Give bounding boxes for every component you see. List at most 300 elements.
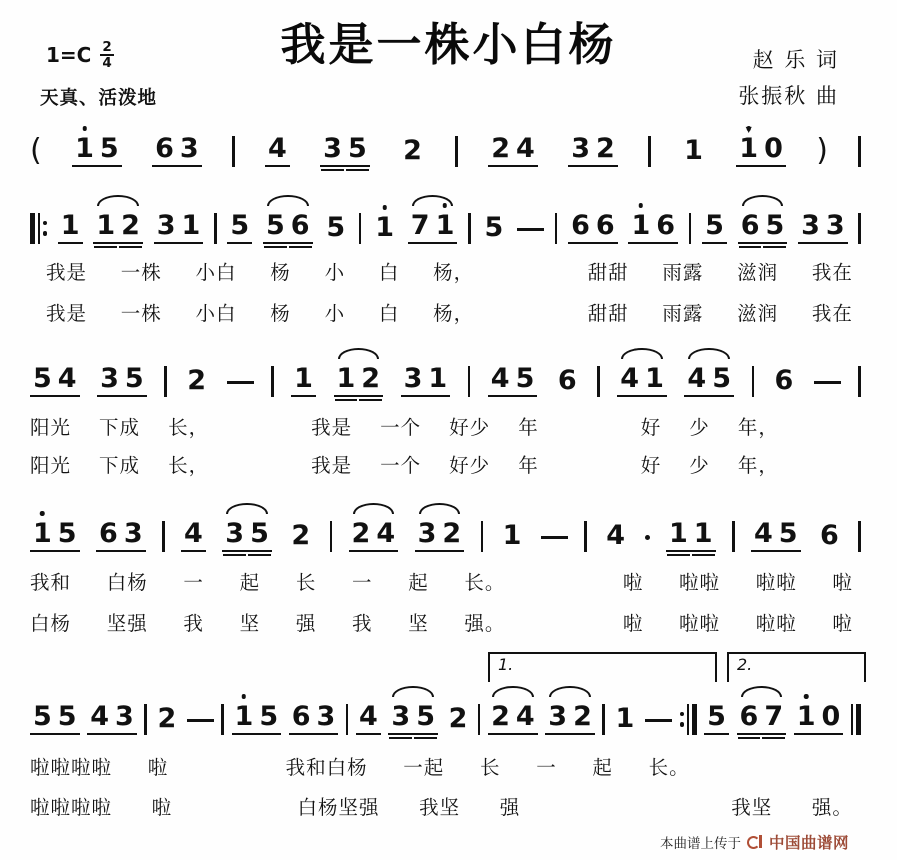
notation-line-verse-3 <box>30 518 861 552</box>
lyric-word: 小白 <box>195 302 237 325</box>
note: 5 <box>30 362 55 397</box>
lyric-word: 我坚 <box>731 796 773 819</box>
lyrics-row-verse2-line2 <box>30 450 853 478</box>
duration-dash <box>187 719 214 723</box>
note-group <box>401 362 451 397</box>
note: 6 <box>653 209 678 244</box>
second-ending-label: 2. <box>737 655 753 674</box>
lyric-word: 滋润 <box>737 302 779 325</box>
lyric-word: 啦 <box>832 612 853 635</box>
note: 5 <box>55 700 80 735</box>
note-group <box>30 700 80 735</box>
lyric-word: 啦 <box>151 796 173 819</box>
lyric-word: 雨露 <box>662 261 704 284</box>
lyric-word: 好少 <box>449 454 491 477</box>
note-group <box>181 517 206 552</box>
second-ending-bracket <box>727 652 866 682</box>
note-group <box>702 209 727 244</box>
lyric-word: 长， <box>168 454 210 477</box>
lyric-word: 啦 <box>622 571 644 594</box>
slur-arc <box>226 503 268 514</box>
note: 2 <box>593 132 618 167</box>
repeat-dot <box>43 221 48 226</box>
note: 5 <box>413 700 438 735</box>
lyric-word: 年 <box>518 454 539 477</box>
note-group <box>568 209 618 244</box>
note: 4 <box>606 520 626 551</box>
note: 6 <box>152 132 177 167</box>
note-group <box>415 517 465 552</box>
barline <box>732 521 735 552</box>
note-group <box>30 517 80 552</box>
note-group <box>323 211 348 244</box>
notation-line-verse-1 <box>30 210 861 244</box>
lyric-word: 小 <box>324 261 346 284</box>
composer-credit: 张振秋 曲 <box>738 84 839 108</box>
note-group <box>263 209 313 244</box>
note-group <box>736 125 786 167</box>
note: 1 ▼ <box>736 132 761 167</box>
duration-dash <box>645 719 672 723</box>
lyric-word: 我 <box>352 612 373 635</box>
watermark-footer <box>660 831 849 853</box>
lyric-word: 好 <box>640 416 662 439</box>
note: 6 <box>737 700 762 735</box>
lyric-word: 强 <box>295 612 317 635</box>
slur-arc <box>338 348 380 359</box>
note-group <box>289 700 339 735</box>
note: 6 <box>738 209 763 244</box>
note: 2 <box>358 362 383 397</box>
note-group <box>334 362 384 397</box>
lyric-word: 甜甜 <box>587 302 629 325</box>
note: 5 <box>702 209 727 244</box>
lyric-word: 少 <box>689 454 710 477</box>
lyrics-row-verse2-line4 <box>30 792 853 820</box>
note: 1 <box>684 135 703 166</box>
lyric-word: 我在 <box>811 261 853 284</box>
barline <box>221 704 224 735</box>
note: 4 <box>513 700 538 735</box>
note: 4 <box>617 362 642 397</box>
note-group <box>666 517 716 552</box>
lyric-word: 白杨 <box>106 571 148 594</box>
lyric-word: 起 <box>239 571 261 594</box>
lyric-word: 下成 <box>99 454 141 477</box>
note: 5 <box>326 212 346 243</box>
lyric-word: 一 <box>183 571 204 594</box>
site-logo-icon <box>747 835 763 849</box>
lyric-word: 强 <box>499 796 521 819</box>
lyric-word: 我和 <box>30 571 72 594</box>
note: 3 <box>112 700 137 735</box>
duration-dash <box>517 228 544 232</box>
slur-arc <box>688 348 730 359</box>
repeat-dot <box>680 722 685 727</box>
lyric-word: 一个 <box>380 454 422 477</box>
note: 6 <box>288 209 313 244</box>
lyric-word: 长。 <box>464 571 506 594</box>
note: 5 <box>227 209 252 244</box>
lyric-word: 年， <box>737 454 779 477</box>
note: 2 <box>157 703 177 734</box>
note-group <box>72 132 122 167</box>
slur-arc <box>97 195 139 206</box>
note-group <box>349 517 399 552</box>
lyricist-credit: 赵 乐 词 <box>752 48 839 72</box>
note-group <box>222 517 272 552</box>
lyric-word: 坚 <box>239 612 261 635</box>
note: 5 <box>30 700 55 735</box>
note-group <box>232 700 282 735</box>
note: 2 <box>403 135 422 166</box>
note: 3 <box>415 517 440 552</box>
slur-arc <box>392 686 434 697</box>
note-group <box>772 364 797 397</box>
lyric-word: 一株 <box>120 261 162 284</box>
high-octave-dot <box>242 694 247 699</box>
note-group <box>388 700 438 735</box>
open-paren: ( <box>30 133 42 168</box>
lyric-word: 我是 <box>46 302 88 325</box>
high-octave-dot <box>382 205 387 210</box>
lyric-word: 白 <box>378 302 400 325</box>
note: 6 <box>557 365 577 396</box>
lyric-word: 好 <box>640 454 662 477</box>
note: 2 <box>349 517 374 552</box>
barline <box>359 213 362 244</box>
note-group <box>704 700 729 735</box>
note-group <box>798 209 848 244</box>
song-title: 我是一株小白杨 <box>280 18 617 71</box>
note-group <box>288 519 313 552</box>
notation-line-verse-2 <box>30 363 861 397</box>
note-group <box>446 702 471 735</box>
barline <box>689 213 692 244</box>
note: 6 <box>820 520 839 551</box>
close-paren: ) <box>816 133 828 168</box>
lyric-word: 长 <box>295 571 317 594</box>
note-group <box>96 517 146 552</box>
note: 5 <box>704 700 729 735</box>
note: 5 <box>484 212 504 243</box>
staccato-mark: ▼ <box>745 125 752 134</box>
note-group <box>681 134 706 167</box>
lyric-word: 强。 <box>464 612 506 635</box>
repeat-dot <box>43 231 48 236</box>
note: 4 <box>265 132 290 167</box>
note-group <box>751 517 801 552</box>
slur-arc <box>741 686 783 697</box>
note: 2 <box>488 700 513 735</box>
note: 1 <box>291 362 316 397</box>
note: 4 <box>373 517 398 552</box>
lyric-word: 一起 <box>403 756 445 779</box>
note-group <box>356 700 381 735</box>
note: 4 <box>684 362 709 397</box>
lyric-word: 我坚 <box>419 796 461 819</box>
barline <box>162 521 165 552</box>
note: 6 <box>593 209 618 244</box>
first-ending-label: 1. <box>498 655 514 674</box>
note-group <box>488 700 538 735</box>
note-group <box>481 211 506 244</box>
note-group <box>97 362 147 397</box>
note: 7 <box>408 209 433 244</box>
lyric-word: 长， <box>168 416 210 439</box>
slur-arc <box>621 348 663 359</box>
barline <box>232 136 235 167</box>
high-octave-dot <box>804 694 809 699</box>
note: 2 <box>488 132 513 167</box>
barline <box>752 366 755 397</box>
barline <box>478 704 481 735</box>
lyric-word: 小白 <box>195 261 237 284</box>
duration-dash <box>541 536 568 540</box>
note: 5 <box>97 132 122 167</box>
note: 1 <box>334 362 359 397</box>
note-group <box>372 211 397 244</box>
note: 1 <box>179 209 204 244</box>
lyric-word: 起 <box>408 571 429 594</box>
note: 3 <box>177 132 202 167</box>
slur-arc <box>742 195 784 206</box>
note: 5 <box>776 517 801 552</box>
high-octave-dot <box>82 126 87 131</box>
lyric-word: 啦 <box>147 756 169 779</box>
barline <box>271 366 274 397</box>
lyric-word: 一个 <box>380 416 422 439</box>
barline <box>144 704 147 735</box>
barline <box>214 213 217 244</box>
note: 5 <box>55 517 80 552</box>
thick-bar <box>856 704 861 735</box>
note: 1 <box>232 700 257 735</box>
lyric-word: 滋润 <box>737 261 779 284</box>
note: 5 <box>709 362 734 397</box>
barline <box>602 704 605 735</box>
note: 3 <box>401 362 426 397</box>
first-ending-bracket <box>488 652 717 682</box>
note-group <box>408 209 458 244</box>
note-group <box>265 132 290 167</box>
note: 3 <box>320 132 345 167</box>
augmentation-dot <box>645 535 650 540</box>
lyric-word: 啦 <box>622 612 644 635</box>
note: 6 <box>96 517 121 552</box>
key-time-signature <box>46 40 114 70</box>
note: 1 <box>615 703 635 734</box>
lyric-word: 我是 <box>46 261 88 284</box>
lyric-word: 啦啦 <box>679 571 721 594</box>
slur-arc <box>492 686 534 697</box>
thin-bar <box>38 213 41 244</box>
lyrics-row-verse2-line1 <box>46 298 853 326</box>
note: 4 <box>751 517 776 552</box>
lyric-word: 雨露 <box>662 302 704 325</box>
lyric-word: 杨 <box>270 302 291 325</box>
thin-bar <box>851 704 854 735</box>
barline <box>330 521 333 552</box>
note-group <box>737 700 787 735</box>
slur-arc <box>267 195 309 206</box>
note: 2 <box>448 703 468 734</box>
lyric-word: 白杨坚强 <box>297 796 380 819</box>
lyric-word: 我在 <box>811 302 853 325</box>
lyric-word: 长。 <box>648 756 690 779</box>
note-group <box>488 132 538 167</box>
note-group <box>817 519 842 552</box>
repeat-dots <box>680 705 685 733</box>
note: 4 <box>513 132 538 167</box>
barline <box>648 136 651 167</box>
note: 1 <box>30 517 55 552</box>
thin-bar <box>687 704 690 735</box>
lyric-word: 我是 <box>311 454 353 477</box>
note: 1 <box>691 517 716 552</box>
lyric-word: 阳光 <box>30 454 72 477</box>
lyric-word: 坚 <box>408 612 429 635</box>
note: 3 <box>388 700 413 735</box>
note-group <box>184 364 209 397</box>
note: 7 <box>761 700 786 735</box>
key-signature: 1=C <box>46 43 92 68</box>
note-group <box>152 132 202 167</box>
duration-dash <box>227 381 254 385</box>
note: 3 <box>545 700 570 735</box>
barline <box>858 136 861 167</box>
note-group <box>87 700 137 735</box>
note-group <box>291 362 316 397</box>
note: 1 <box>425 362 450 397</box>
lyric-word: 一 <box>352 571 373 594</box>
duration-dash <box>814 381 841 385</box>
barline <box>164 366 167 397</box>
note: 6 <box>568 209 593 244</box>
lyric-word: 一 <box>536 756 557 779</box>
note-group <box>794 700 844 735</box>
final-bar <box>851 702 861 735</box>
note: 1 <box>433 209 458 244</box>
time-signature <box>100 40 113 70</box>
note-group <box>545 700 595 735</box>
note: 6 <box>289 700 314 735</box>
note: 4 <box>356 700 381 735</box>
barline <box>346 704 349 735</box>
note: 0 <box>819 700 844 735</box>
note: 2 <box>118 209 143 244</box>
tempo-marking: 天真、活泼地 <box>40 88 158 109</box>
lyric-word: 啦啦 <box>755 571 797 594</box>
high-octave-dot <box>639 203 644 208</box>
note-group <box>488 362 538 397</box>
note: 3 <box>121 517 146 552</box>
note: 2 <box>439 517 464 552</box>
note: 5 <box>247 517 272 552</box>
note-group <box>320 132 370 167</box>
note: 1 <box>58 209 83 244</box>
begin-repeat <box>30 211 47 244</box>
note: 3 <box>97 362 122 397</box>
time-signature-denominator: 4 <box>102 55 112 72</box>
lyric-word: 啦啦啦啦 <box>30 796 113 819</box>
notation-line-intro <box>30 125 861 168</box>
lyric-word: 强。 <box>811 796 853 819</box>
slur-arc <box>412 195 454 206</box>
note-group <box>58 209 83 244</box>
barline <box>468 366 471 397</box>
lyric-word: 白 <box>378 261 400 284</box>
notation-line-ending <box>30 701 861 735</box>
repeat-dot <box>680 712 685 717</box>
lyrics-row-verse1-line1 <box>46 257 853 285</box>
note-group <box>613 702 638 735</box>
lyric-word: 杨， <box>433 302 475 325</box>
note-group <box>30 362 80 397</box>
note: 3 <box>314 700 339 735</box>
note: 1 <box>666 517 691 552</box>
lyric-word: 起 <box>592 756 613 779</box>
note: 4 <box>55 362 80 397</box>
repeat-dots <box>43 214 48 242</box>
note: 1 <box>502 520 522 551</box>
barline <box>597 366 600 397</box>
note: 4 <box>488 362 513 397</box>
barline <box>455 136 458 167</box>
note-group <box>603 519 628 552</box>
note: 3 <box>154 209 179 244</box>
note: 5 <box>345 132 370 167</box>
lyric-word: 小 <box>324 302 346 325</box>
barline <box>858 366 861 397</box>
lyric-word: 阳光 <box>30 416 72 439</box>
note: 4 <box>87 700 112 735</box>
lyric-word: 一株 <box>120 302 162 325</box>
lyrics-row-verse1-line2 <box>30 412 853 440</box>
note-group <box>154 702 179 735</box>
upload-text: 本曲谱上传于 <box>659 836 741 852</box>
barline <box>481 521 484 552</box>
barline <box>858 521 861 552</box>
note: 5 <box>263 209 288 244</box>
lyric-word: 白杨 <box>30 612 72 635</box>
lyric-word: 坚强 <box>106 612 148 635</box>
lyric-word: 好少 <box>449 416 491 439</box>
note-group <box>500 519 525 552</box>
slur-arc <box>353 503 395 514</box>
thick-bar <box>692 704 697 735</box>
barline <box>468 213 471 244</box>
lyric-word: 杨 <box>270 261 291 284</box>
note-group <box>568 132 618 167</box>
note: 1 <box>93 209 118 244</box>
lyric-word: 啦 <box>832 571 853 594</box>
barline <box>858 213 861 244</box>
note: 2 <box>291 520 311 551</box>
lyric-word: 杨， <box>433 261 475 284</box>
note: 2 <box>570 700 595 735</box>
lyric-word: 少 <box>689 416 710 439</box>
note-group <box>154 209 204 244</box>
note: 5 <box>762 209 787 244</box>
note: 3 <box>222 517 247 552</box>
note-group <box>227 209 252 244</box>
lyric-word: 长 <box>480 756 501 779</box>
lyrics-row-verse1-line3 <box>30 567 853 595</box>
lyrics-row-verse2-line3 <box>30 608 853 636</box>
note-group <box>628 209 678 244</box>
note-group <box>93 209 143 244</box>
